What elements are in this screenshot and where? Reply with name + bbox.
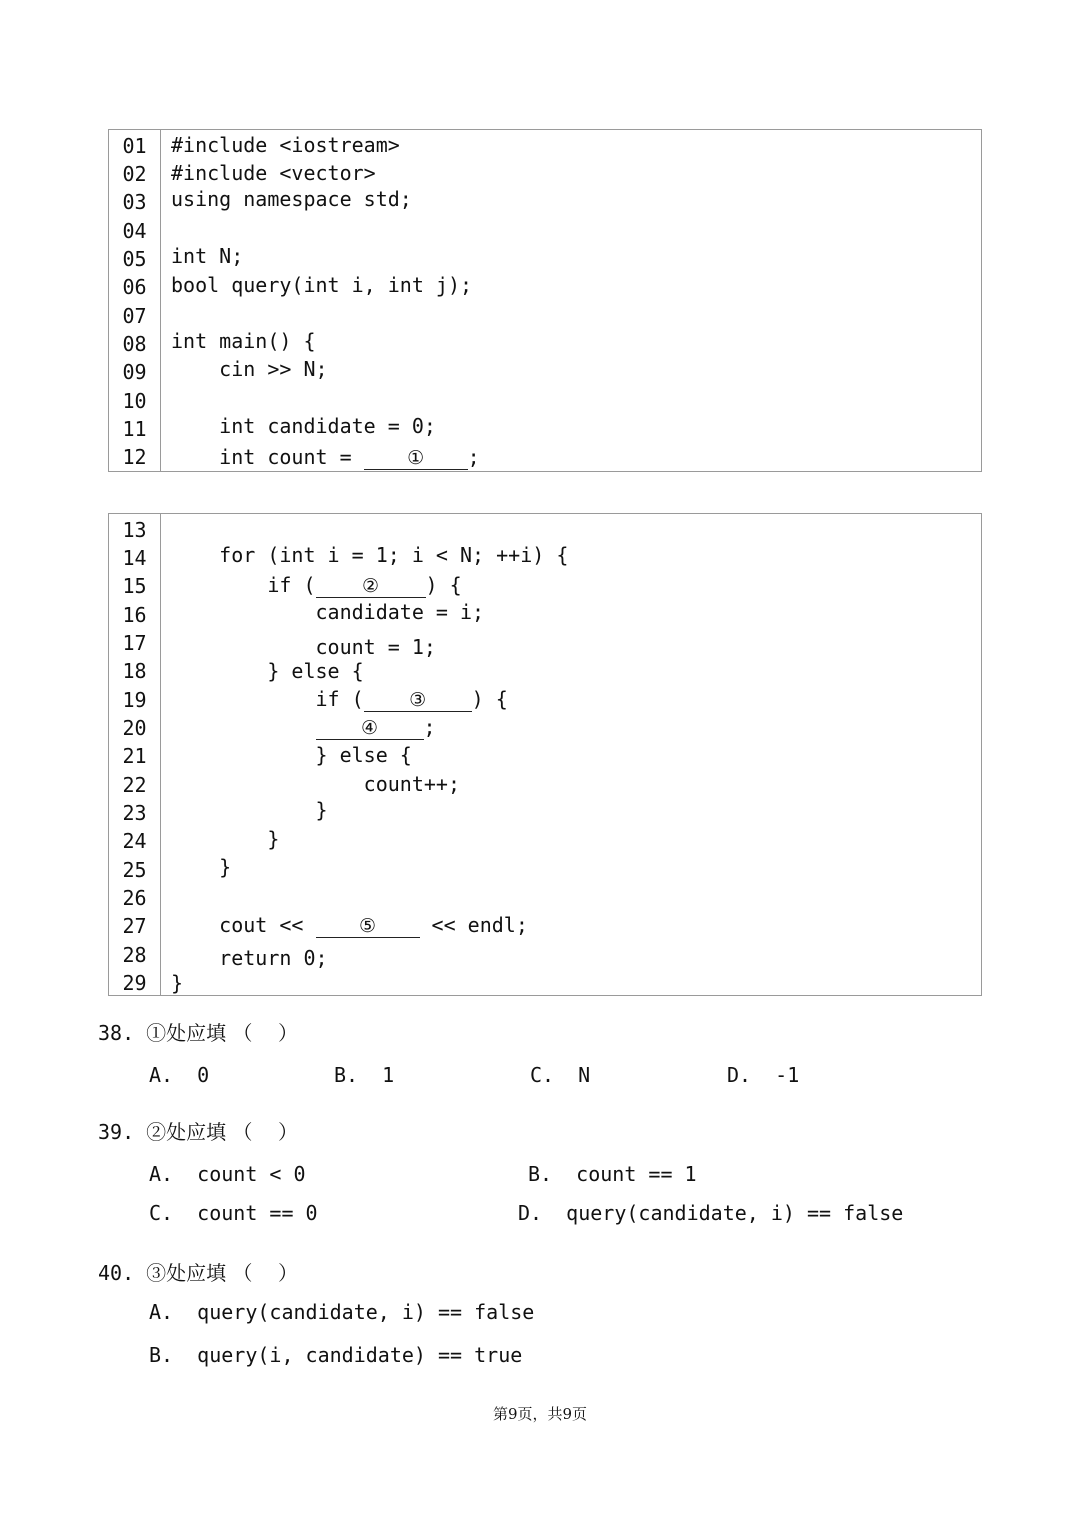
page-footer: 第9页，共9页 [492, 1405, 588, 1423]
code-line: bool query(int i, int j); [171, 273, 473, 297]
question-text: ②处应填 （ ） [146, 1120, 298, 1144]
code-line: } [171, 827, 280, 851]
line-number: 01 [122, 134, 147, 158]
line-number: 16 [122, 603, 147, 627]
code-line: int main() { [171, 329, 316, 353]
code-line-19 [171, 687, 508, 712]
code-line: #include <iostream> [171, 133, 400, 157]
option-b[interactable]: B. 1 [334, 1063, 395, 1087]
line-number: 26 [122, 886, 147, 910]
option-d[interactable]: D. query(candidate, i) == false [518, 1201, 904, 1225]
line-number: 08 [122, 332, 147, 356]
code-text: if ( [171, 573, 316, 597]
line-number: 24 [122, 829, 147, 853]
line-number: 13 [122, 518, 147, 542]
line-number: 11 [122, 417, 147, 441]
code-line: int N; [171, 244, 244, 268]
code-block-1 [108, 129, 982, 472]
code-line: #include <vector> [171, 161, 376, 185]
line-number: 06 [122, 275, 147, 299]
code-line: int candidate = 0; [171, 414, 436, 438]
fill-blank-2: ② [316, 575, 426, 598]
code-line-12 [171, 445, 480, 470]
code-text: cout << [171, 913, 316, 937]
code-line-20 [171, 715, 436, 740]
question-40 [98, 1260, 298, 1286]
option-b[interactable]: B. query(i, candidate) == true [149, 1343, 523, 1367]
line-number: 18 [122, 659, 147, 683]
fill-blank-4: ④ [316, 717, 424, 740]
option-b[interactable]: B. count == 1 [528, 1162, 697, 1186]
line-number-gutter [109, 130, 161, 471]
line-number: 17 [122, 631, 147, 655]
code-line: count = 1; [171, 635, 436, 659]
line-number: 07 [122, 304, 147, 328]
fill-blank-3: ③ [364, 689, 472, 712]
line-number: 05 [122, 247, 147, 271]
code-area [171, 130, 981, 471]
line-number: 03 [122, 190, 147, 214]
code-line: return 0; [171, 946, 328, 970]
line-number: 28 [122, 943, 147, 967]
code-line: count++; [171, 772, 460, 796]
fill-blank-1: ① [364, 447, 468, 470]
option-c[interactable]: C. count == 0 [149, 1201, 318, 1225]
code-line: } else { [171, 659, 364, 683]
code-line: } else { [171, 743, 412, 767]
line-number-gutter [109, 514, 161, 995]
code-line: cin >> N; [171, 357, 328, 381]
question-text: ①处应填 （ ） [146, 1021, 298, 1045]
code-line: for (int i = 1; i < N; ++i) { [171, 543, 569, 567]
line-number: 27 [122, 914, 147, 938]
code-text: int count = [171, 445, 364, 469]
line-number: 25 [122, 858, 147, 882]
code-text: if ( [171, 687, 364, 711]
code-line: using namespace std; [171, 187, 412, 211]
line-number: 29 [122, 971, 147, 995]
code-line: } [171, 855, 232, 879]
code-area [171, 514, 981, 995]
line-number: 19 [122, 688, 147, 712]
question-number: 40. [98, 1261, 135, 1285]
question-number: 38. [98, 1021, 135, 1045]
option-d[interactable]: D. -1 [727, 1063, 800, 1087]
line-number: 21 [122, 744, 147, 768]
question-number: 39. [98, 1120, 135, 1144]
option-a[interactable]: A. count < 0 [149, 1162, 306, 1186]
code-line: } [171, 971, 184, 995]
code-text: << endl; [419, 913, 528, 937]
code-text: ; [423, 715, 436, 739]
code-text [171, 715, 316, 739]
code-line-27 [171, 913, 528, 938]
code-line: candidate = i; [171, 600, 485, 624]
code-line: } [171, 798, 328, 822]
code-line-15 [171, 573, 462, 598]
line-number: 09 [122, 360, 147, 384]
option-a[interactable]: A. 0 [149, 1063, 210, 1087]
line-number: 23 [122, 801, 147, 825]
code-block-2 [108, 513, 982, 996]
line-number: 20 [122, 716, 147, 740]
line-number: 12 [122, 445, 147, 469]
line-number: 14 [122, 546, 147, 570]
question-39 [98, 1119, 298, 1145]
line-number: 22 [122, 773, 147, 797]
question-38 [98, 1020, 298, 1046]
line-number: 04 [122, 219, 147, 243]
line-number: 15 [122, 574, 147, 598]
option-a[interactable]: A. query(candidate, i) == false [149, 1300, 535, 1324]
question-text: ③处应填 （ ） [146, 1261, 298, 1285]
code-text: ) { [471, 687, 508, 711]
line-number: 10 [122, 389, 147, 413]
code-text: ; [467, 445, 480, 469]
line-number: 02 [122, 162, 147, 186]
code-text: ) { [425, 573, 462, 597]
option-c[interactable]: C. N [530, 1063, 591, 1087]
fill-blank-5: ⑤ [316, 915, 420, 938]
